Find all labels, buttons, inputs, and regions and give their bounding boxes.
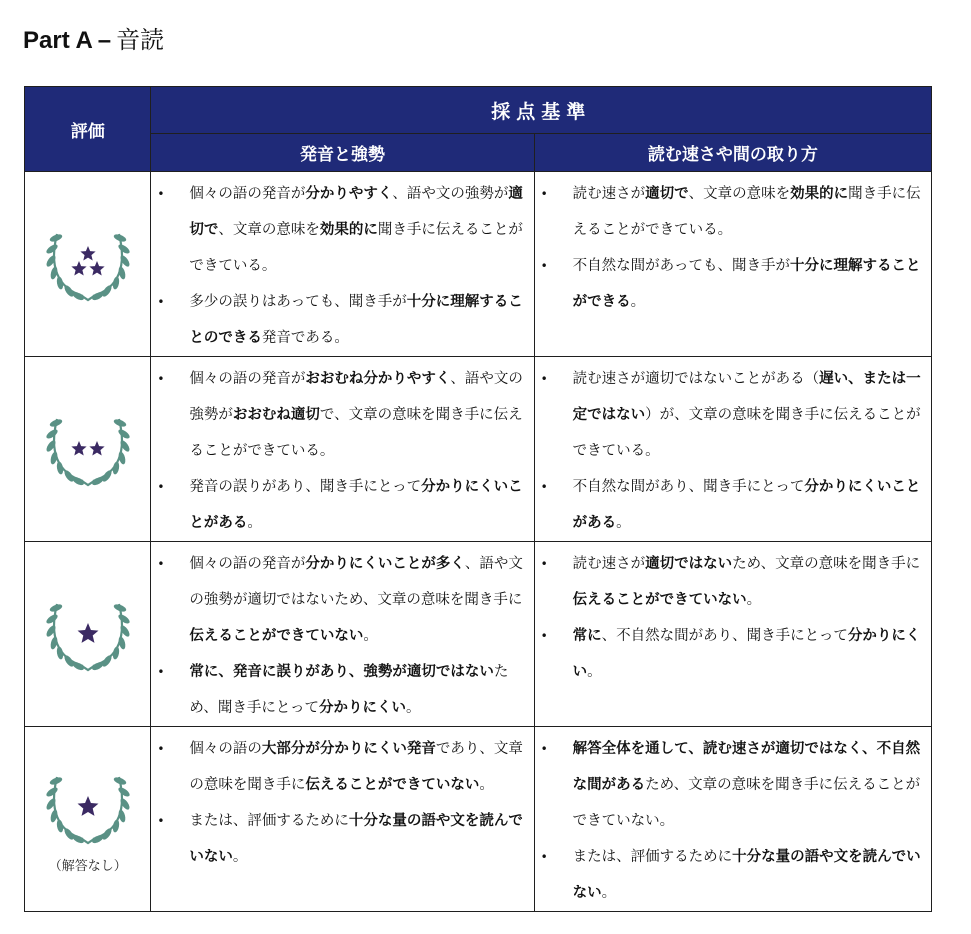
laurel-leaf [112,276,120,290]
laurel-leaf [45,785,59,797]
criteria-text: 。 [630,294,646,310]
criteria-text: 不自然な間があっても、聞き手が [572,258,791,274]
bullet-icon: • [540,742,548,756]
laurel-leaf [45,613,59,625]
pronunciation-cell [151,727,534,912]
rating-cell [25,172,151,357]
bullet-icon: • [540,372,548,386]
criteria-text: 個々の語の発音が [189,186,306,202]
criteria-text: ため、聞き手にとって [189,664,509,716]
criteria-text: 。 [232,849,248,865]
bullet-icon: • [540,850,548,864]
emphasis-text: 適切で [645,186,689,202]
star-icon [89,261,104,275]
laurel-leaf [117,428,131,440]
rating-cell [25,727,151,912]
rubric-body [25,172,932,912]
criteria-list [151,727,533,875]
bullet-icon: • [157,480,165,494]
laurel-leaf [56,819,64,833]
speed-cell [534,357,931,542]
bullet-icon: • [157,814,165,828]
criteria-text: 。 [616,515,631,531]
criteria-text: 、語や文の強勢が [392,186,509,202]
criteria-text: 読む速さが適切ではないことがある（ [572,371,820,387]
bullet-icon: • [157,295,165,309]
criteria-text: ため、文章の意味を聞き手に [732,556,921,572]
bullet-icon: • [157,557,165,571]
criteria-text: ）が、文章の意味を聞き手に伝えることができている。 [572,407,921,459]
star-icon [80,246,95,260]
criteria-text: 、文章の意味を [688,186,791,202]
emphasis-text: 分かりにくいことがある [572,479,921,531]
rating-cell [25,357,151,542]
laurel-leaf [112,819,120,833]
emphasis-text: 適切ではない [645,556,733,572]
bullet-icon: • [540,557,548,571]
bullet-icon: • [157,372,165,386]
emphasis-text: 遅い、または一定ではない [572,371,921,423]
criteria-text: で、文章の意味を聞き手に伝えることができている。 [189,407,523,459]
criteria-text: 読む速さが [572,556,646,572]
laurel-wreath-icon [43,222,133,306]
criteria-item [540,248,921,320]
criteria-text: 発音である。 [261,330,349,346]
bullet-icon: • [540,629,548,643]
emphasis-text: おおむね分かりやすく [305,371,451,387]
rubric-table [24,86,932,912]
criteria-item [540,731,921,839]
rubric-row [25,542,932,727]
emphasis-text: 大部分が分かりにくい発音 [261,741,436,757]
criteria-item [540,839,921,911]
star-icon [71,261,86,275]
criteria-text: 多少の誤りはあっても、聞き手が [189,294,407,310]
criteria-item [157,546,523,654]
emphasis-text: おおむね適切 [232,407,320,423]
header-pronunciation: 発音と強勢 [151,134,534,172]
emphasis-text: 伝えることができていない [305,777,480,793]
speed-cell [534,542,931,727]
criteria-text: 個々の語の発音が [189,556,306,572]
emphasis-text: 分かりにくい [319,700,407,716]
criteria-item [540,469,921,541]
laurel-stem [54,419,122,481]
laurel-stem [54,234,122,296]
criteria-text: 、不自然な間があり、聞き手にとって [601,628,848,644]
laurel-leaf [117,243,131,255]
header-criteria: 採点基準 [151,87,932,134]
emphasis-text: 分かりにくいことがある [189,479,523,531]
criteria-text: 、文章の意味を [218,222,320,238]
star-icon [77,623,98,643]
emphasis-text: 解答全体を通して、読む速さが適切ではなく、不自然な間がある [572,741,921,793]
criteria-item [157,803,523,875]
title-dash: – [97,27,112,54]
emphasis-text: 十分な量の語や文を読んでいない [572,849,921,901]
pronunciation-cell [151,172,534,357]
rubric-row [25,172,932,357]
emphasis-text: 伝えることができていない [572,592,747,608]
criteria-text: 。 [363,628,378,644]
criteria-list [535,172,931,320]
pronunciation-cell [151,357,534,542]
laurel-leaf [112,646,120,660]
emphasis-text: 常に、発音に誤りがあり、強勢が適切ではない [189,664,494,680]
criteria-text: 。 [601,885,617,901]
star-icon [77,796,98,816]
emphasis-text: 適切で [189,186,523,238]
laurel-leaf [56,646,64,660]
criteria-text: 発音の誤りがあり、聞き手にとって [189,479,422,495]
title-name: 音読 [116,26,165,54]
criteria-text: または、評価するために [572,849,733,865]
criteria-list [151,542,533,726]
bullet-icon: • [157,665,165,679]
emphasis-text: 十分な量の語や文を読んでいない [189,813,523,865]
speed-cell [534,172,931,357]
criteria-list [535,542,931,690]
emphasis-text: 常に [572,628,602,644]
criteria-list [535,357,931,541]
criteria-text: または、評価するために [189,813,349,829]
star-icon [89,441,104,455]
bullet-icon: • [157,742,165,756]
criteria-item [540,618,921,690]
criteria-text: ため、文章の意味を聞き手に伝えることができていない。 [572,777,921,829]
criteria-text: 不自然な間があり、聞き手にとって [572,479,805,495]
laurel-leaf [56,276,64,290]
laurel-leaf [117,613,131,625]
criteria-text: 。 [587,664,602,680]
criteria-list [151,172,533,356]
criteria-text: 。 [247,515,262,531]
laurel-leaf [117,785,131,797]
criteria-text: 個々の語の発音が [189,371,306,387]
bullet-icon: • [540,480,548,494]
bullet-icon: • [540,259,548,273]
bullet-icon: • [157,187,165,201]
criteria-text: 聞き手に伝えることができている。 [572,186,921,238]
criteria-item [157,284,523,356]
criteria-item [540,176,921,248]
laurel-leaf [56,461,64,475]
laurel-wreath-icon [43,765,133,849]
criteria-text: であり、文章の意味を聞き手に [189,741,523,793]
rubric-row [25,357,932,542]
criteria-text: 読む速さが [572,186,646,202]
speed-cell [534,727,931,912]
bullet-icon: • [540,187,548,201]
emphasis-text: 分かりにくいことが多く [305,556,465,572]
header-speed: 読む速さや間の取り方 [534,134,931,172]
rating-cell [25,542,151,727]
star-icon [71,441,86,455]
pronunciation-cell [151,542,534,727]
criteria-item [157,469,523,541]
emphasis-text: 分かりにくい [572,628,921,680]
criteria-item [540,361,921,469]
emphasis-text: 十分に理解することができる [572,258,921,310]
criteria-list [151,357,533,541]
emphasis-text: 効果的に [319,222,378,238]
header-evaluation: 評価 [25,87,151,172]
criteria-list [535,727,931,911]
criteria-item [540,546,921,618]
criteria-text: 。 [406,700,421,716]
title-part: Part A [23,27,93,54]
emphasis-text: 分かりやすく [305,186,393,202]
rubric-row [25,727,932,912]
criteria-text: 、語や文の強勢が適切ではないため、文章の意味を聞き手に [189,556,523,608]
criteria-text: 個々の語の [189,741,262,757]
criteria-item [157,361,523,469]
laurel-wreath-icon [43,407,133,491]
laurel-wreath-icon [43,592,133,676]
laurel-leaf [112,461,120,475]
emphasis-text: 伝えることができていない [189,628,364,644]
no-answer-label: （解答なし） [48,858,127,874]
criteria-item [157,176,523,284]
criteria-text: 、語や文の強勢が [189,371,523,423]
criteria-text: 。 [746,592,762,608]
laurel-leaf [45,243,59,255]
criteria-item [157,654,523,726]
emphasis-text: 効果的に [790,186,849,202]
laurel-leaf [45,428,59,440]
criteria-text: 聞き手に伝えることができている。 [189,222,523,274]
page-title [23,20,164,55]
emphasis-text: 十分に理解することのできる [189,294,523,346]
criteria-text: 。 [479,777,494,793]
criteria-item [157,731,523,803]
